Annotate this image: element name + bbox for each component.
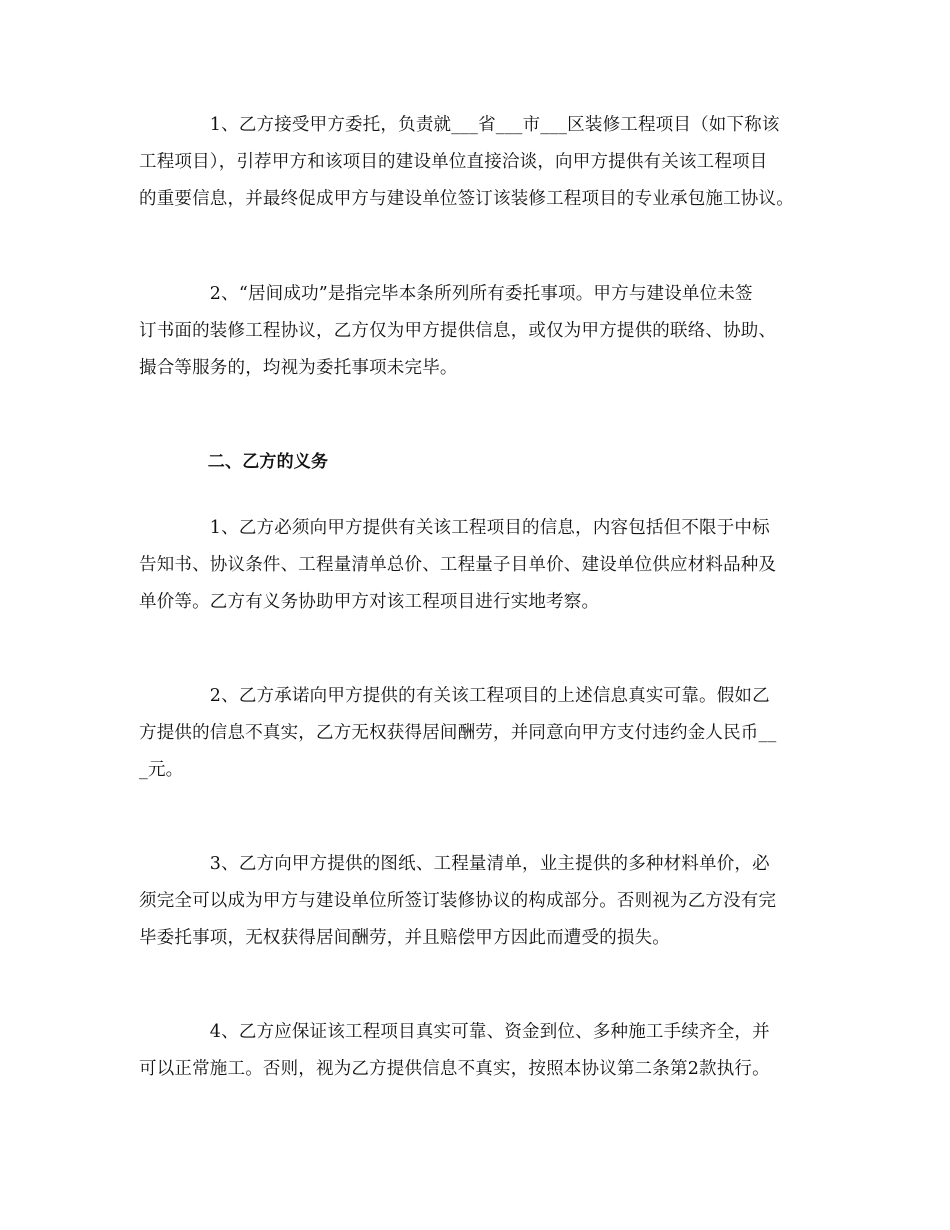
text-line: 订书面的装修工程协议，乙方仅为甲方提供信息，或仅为甲方提供的联络、协助、	[139, 321, 777, 341]
obligation-4-paragraph	[139, 1014, 829, 1088]
text-line: 告知书、协议条件、工程量清单总价、工程量子目单价、建设单位供应材料品种及	[139, 555, 777, 575]
text-line: 毕委托事项，无权获得居间酬劳，并且赔偿甲方因此而遭受的损失。	[139, 928, 670, 948]
text-line: 撮合等服务的，均视为委托事项未完毕。	[139, 358, 458, 378]
section-heading-text: 二、乙方的义务	[139, 452, 329, 472]
text-line: 2、乙方承诺向甲方提供的有关该工程项目的上述信息真实可靠。假如乙	[139, 686, 770, 706]
text-line: 方提供的信息不真实，乙方无权获得居间酬劳，并同意向甲方支付违约金人民币__	[139, 723, 777, 743]
text-line: 1、乙方必须向甲方提供有关该工程项目的信息，内容包括但不限于中标	[139, 518, 770, 538]
text-line: _元。	[139, 760, 184, 780]
text-line: 工程项目），引荐甲方和该项目的建设单位直接洽谈，向甲方提供有关该工程项目	[139, 152, 768, 172]
text-line: 可以正常施工。否则，视为乙方提供信息不真实，按照本协议第二条第2款执行。	[139, 1059, 770, 1079]
text-line: 的重要信息，并最终促成甲方与建设单位签订该装修工程项目的专业承包施工协议。	[139, 189, 794, 209]
text-line: 3、乙方向甲方提供的图纸、工程量清单，业主提供的多种材料单价，必	[139, 854, 770, 874]
obligation-2-paragraph	[139, 678, 829, 789]
text-line: 单价等。乙方有义务协助甲方对该工程项目进行实地考察。	[139, 592, 600, 612]
obligation-1-paragraph	[139, 510, 829, 621]
text-line: 2、“居间成功”是指完毕本条所列所有委托事项。甲方与建设单位未签	[139, 284, 753, 304]
clause-2-paragraph	[139, 276, 829, 387]
section-heading	[139, 444, 829, 481]
text-line: 1、乙方接受甲方委托，负责就___省___市___区装修工程项目（如下称该	[139, 115, 780, 135]
text-line: 须完全可以成为甲方与建设单位所签订装修协议的构成部分。否则视为乙方没有完	[139, 891, 777, 911]
text-line: 4、乙方应保证该工程项目真实可靠、资金到位、多种施工手续齐全，并	[139, 1022, 770, 1042]
clause-1-paragraph	[139, 107, 829, 218]
obligation-3-paragraph	[139, 846, 829, 957]
